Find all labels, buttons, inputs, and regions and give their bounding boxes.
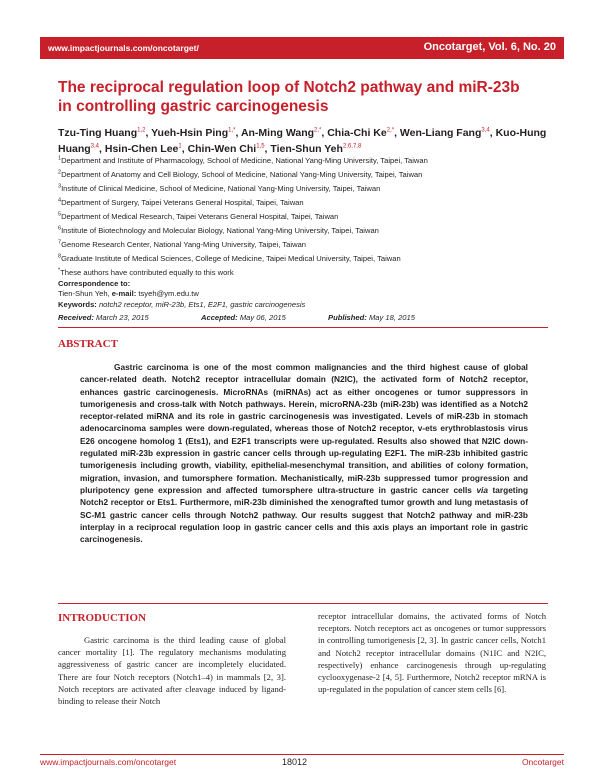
paper-title-line-1: The reciprocal regulation loop of Notch2 pathway and miR-23b (58, 79, 520, 96)
footer-divider (40, 754, 564, 755)
author-affiliation-marker: 3,4 (481, 127, 490, 134)
author-name: Kuo-Hung Huang (58, 127, 547, 155)
keywords-line (58, 300, 548, 310)
abstract-text-part-2: targeting Notch2 receptor or Ets1. Furthermore, miR-23b diminished the xenografted tumor growth and lung metastasis of SC-M1 gastric cancer cells through Notch2 pathway. Our results suggest that Notch2 pathway and miR-23b interplay in a reciprocal regulation loop in gastric cancer cells and this axis plays an important role in gastric carcinogenesis. (80, 484, 529, 545)
author-affiliation-marker: 1,5 (256, 143, 265, 150)
author-affiliation-marker: 1 (178, 143, 182, 150)
abstract-body (80, 361, 528, 545)
page-number: 18012 (282, 757, 308, 767)
affiliation-text: Department of Medical Research, Taipei Veterans General Hospital, Taipei, Taiwan (61, 212, 339, 221)
affiliation-text: Graduate Institute of Medical Sciences, College of Medicine, Taipei Medical University, Taipei, Taiwan (61, 254, 401, 263)
abstract-text-via: via (476, 484, 488, 495)
affiliation-number: 7 (58, 239, 62, 246)
header-journal-citation: Oncotarget, Vol. 6, No. 20 (423, 41, 556, 53)
keywords-text: notch2 receptor, miR-23b, Ets1, E2F1, gastric carcinogenesis (98, 300, 306, 309)
header-journal-url[interactable]: www.impactjournals.com/oncotarget/ (48, 43, 199, 53)
author-affiliation-marker: 2,* (386, 127, 395, 134)
author-name: Chin-Wen Chi (187, 143, 257, 155)
correspondence-name: Tien-Shun Yeh, (58, 289, 110, 298)
affiliation-item (58, 254, 548, 264)
introduction-right-column: receptor intracellular domains, the activated forms of Notch receptors. Notch receptors act as oncogenes or tumor suppressors in controlling tumorigenesis [2, 3]. In gastric cancer cells, Notch1 and Notch2 receptor intracellular domains (N1IC and N2IC, respectively) enhance carcinogenesis through up-regulating cyclooxygenase-2 [4, 5]. Furthermore, Notch2 receptor mRNA is up-regulated in the population of cancer stem cells [6]. (318, 611, 546, 695)
affiliation-number: * (58, 267, 61, 274)
paper-title-line-2: in controlling gastric carcinogenesis (58, 98, 329, 115)
affiliation-text: Department of Anatomy and Cell Biology, School of Medicine, National Yang-Ming University, Taipei, Taiwan (61, 170, 423, 179)
affiliation-text: Department and Institute of Pharmacology, School of Medicine, National Yang-Ming University, Taipei, Taiwan (61, 156, 428, 165)
accepted-date (201, 313, 286, 322)
affiliation-item (58, 156, 548, 166)
affiliation-item (58, 240, 548, 250)
accepted-value: May 06, 2015 (239, 313, 286, 322)
divider (58, 327, 548, 328)
affiliation-item (58, 170, 548, 180)
author-affiliation-marker: 2,6,7,8 (342, 143, 362, 150)
author-name: Wen-Liang Fang (399, 127, 482, 139)
publication-dates (58, 313, 548, 323)
equal-contribution-note (58, 268, 548, 278)
affiliation-text: Department of Surgery, Taipei Veterans General Hospital, Taipei, Taiwan (61, 198, 304, 207)
affiliation-text: These authors have contributed equally to this work (60, 268, 234, 277)
affiliation-item (58, 226, 548, 236)
footer-journal-url[interactable]: www.impactjournals.com/oncotarget (40, 757, 177, 767)
author-affiliation-marker: 1,2 (137, 127, 146, 134)
affiliation-text: Institute of Clinical Medicine, School of Medicine, National Yang-Ming University, Taipei, Taiwan (61, 184, 381, 193)
received-value: March 23, 2015 (96, 313, 149, 322)
introduction-heading: INTRODUCTION (58, 612, 147, 624)
author-affiliation-marker: 1,* (228, 127, 236, 134)
email-label: e-mail: (111, 289, 137, 298)
author-name: Tzu-Ting Huang (58, 127, 138, 139)
affiliation-number: 3 (58, 183, 62, 190)
introduction-left-column: Gastric carcinoma is the third leading cause of global cancer mortality [1]. The regulatory mechanisms modulating aggressiveness of gastric cancer are incompletely elucidated. There are four Notch receptors (Notch1–4) in mammals [2, 3]. Notch receptors are activated after cleavage induced by ligand-binding to release their Notch (58, 635, 286, 707)
correspondence-email[interactable]: tsyeh@ym.edu.tw (138, 289, 199, 298)
affiliation-text: Institute of Biotechnology and Molecular Biology, National Yang-Ming University, Taipei, Taiwan (61, 226, 379, 235)
affiliation-text: Genome Research Center, National Yang-Ming University, Taipei, Taiwan (61, 240, 307, 249)
accepted-label: Accepted: (201, 313, 238, 322)
author-name: An-Ming Wang (240, 127, 315, 139)
affiliation-number: 2 (58, 169, 62, 176)
author-affiliation-marker: 2,* (314, 127, 322, 134)
abstract-text-part-1: Gastric carcinoma is one of the most common malignancies and the third highest cause of global cancer-related death. Notch2 receptor intracellular domain (N2IC), the activated form of Notch2 receptor, enhances gastric carcinogenesis. MicroRNAs (miRNAs) act as either oncogenes or tumor suppressors in tumorigenesis and cross-talk with Notch pathways. Herein, microRNA-23b (miR-23b) was identified as a Notch2 receptor-related miRNA and its role in gastric carcinogenesis was investigated. Levels of miR-23b in stomach adenocarcinoma samples were down-regulated, whereas those of Notch2 receptor, v-ets erythroblastosis virus E26 oncogene homolog 1 (Ets1), and E2F1 transcripts were up-regulated. Results also showed that N2IC down-regulated miR-23b expression in gastric cancer cells through up-regulating E2F1. The miR-23b inhibited gastric tumorigenesis including growth, viability, epithelial-mesenchymal transition, and abilities of colony formation, migration, invasion, and tumorsphere formation. Mechanistically, miR-23b suppressed tumor progression and pluripotency gene expression and affected tumorsphere ultra-structure in gastric cancer cells (80, 362, 528, 495)
received-label: Received: (58, 313, 94, 322)
received-date (58, 313, 149, 322)
divider (58, 603, 548, 604)
author-name: Hsin-Chen Lee (104, 143, 179, 155)
correspondence-label: Correspondence to: (58, 279, 131, 288)
published-value: May 18, 2015 (368, 313, 415, 322)
journal-header-bar (40, 37, 564, 59)
affiliation-number: 1 (58, 155, 62, 162)
author-name: Yueh-Hsin Ping (151, 127, 229, 139)
paper-title (58, 78, 558, 116)
affiliation-number: 5 (58, 211, 62, 218)
affiliation-number: 4 (58, 197, 62, 204)
keywords-label: Keywords: (58, 300, 97, 309)
author-list: Tzu-Ting Huang$^{1,2}$, Yueh-Hsin Ping$^{1,*}$, An-Ming Wang$^{2,*}$, Chia-Chi $Ke^{2,*}$, Wen-Liang Fang$^{3,4}$, Kuo-Hung Huang$^{3,4}$, Hsin-Chen Lee$^1$, Chin-Wen Chi$^{1,5}$, Tien-Shun Yeh$^{2,6,7,8}$ (58, 127, 547, 155)
abstract-heading: ABSTRACT (58, 338, 118, 350)
affiliation-item (58, 184, 548, 194)
published-date (328, 313, 415, 322)
published-label: Published: (328, 313, 367, 322)
affiliation-number: 8 (58, 253, 62, 260)
footer-journal-name: Oncotarget (521, 757, 564, 767)
author-affiliation-marker: 3,4 (90, 143, 100, 150)
author-name: Chia-Chi Ke (327, 127, 387, 139)
correspondence-line (58, 289, 548, 299)
author-name: Tien-Shun Yeh (270, 143, 343, 155)
affiliation-item (58, 212, 548, 222)
affiliation-item (58, 198, 548, 208)
affiliation-number: 6 (58, 225, 62, 232)
